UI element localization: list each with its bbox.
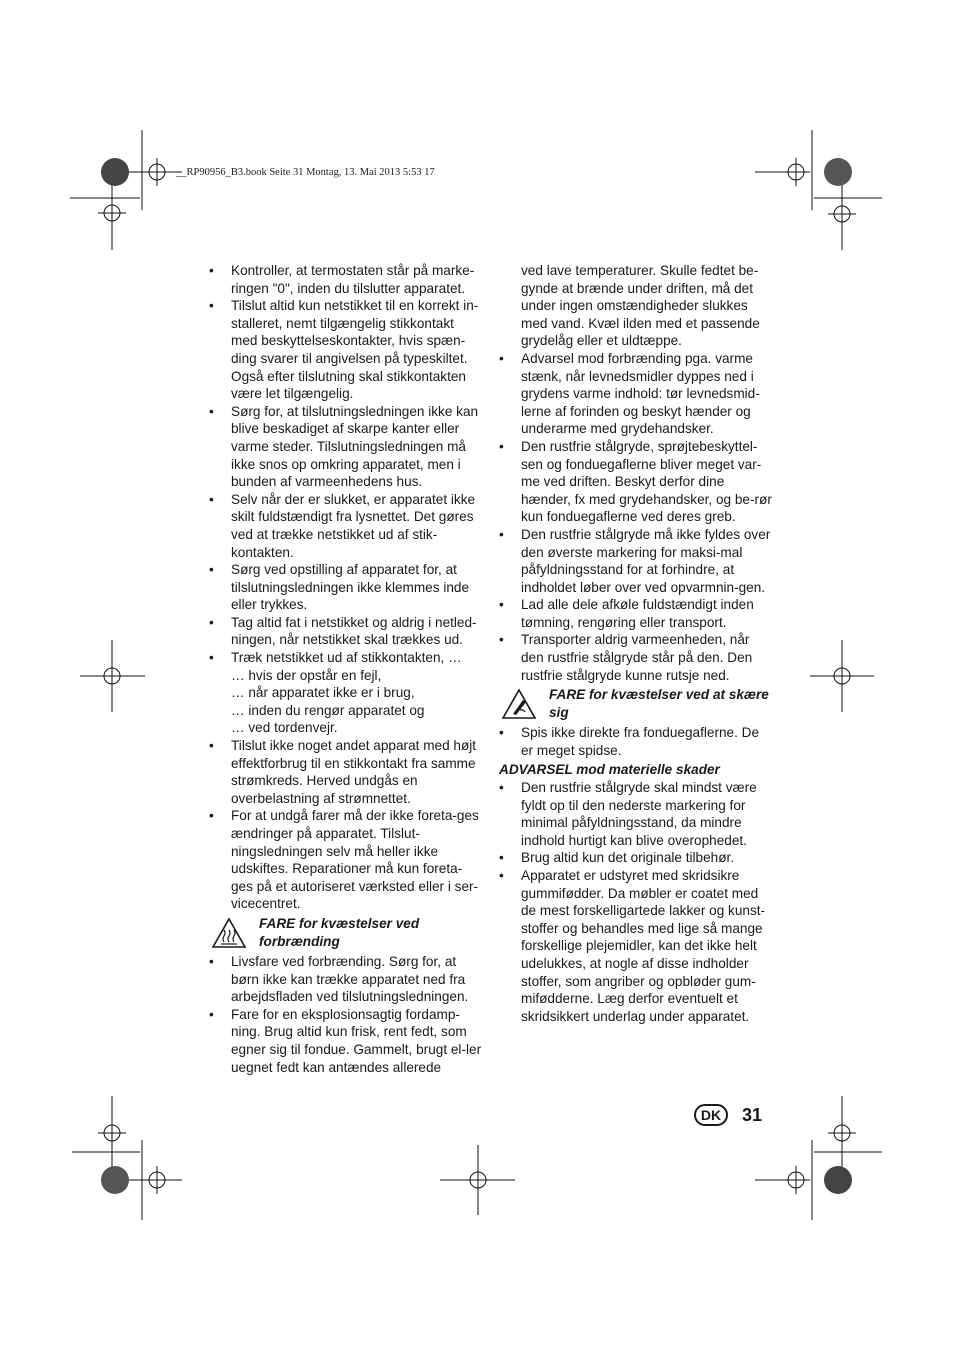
list-item: • Sørg for, at tilslutningsledningen ikke kan blive beskadiget af skarpe kanter eller varme steder. Tilslutningsledningen må ikke snos op omkring apparatet, men i bunden af varmeenhedens hus. (209, 403, 479, 490)
list-item-unplug: • Træk netstikket ud af stikkontakten, … … hvis der opstår en fejl, … når apparatet ikke er i brug, … inden du rengør apparatet og … ved tordenvejr. (209, 650, 462, 736)
list-item: • Sørg ved opstilling af apparatet for, at tilslutningsledningen ikke klemmes inde eller trykkes. (209, 562, 470, 613)
registration-target-icon (824, 158, 852, 186)
list-item: • Tilslut ikke noget andet apparat med højt effektforbrug til en stikkontakt fra samme strømkreds. Herved undgås en overbelastning af strømnettet. (209, 738, 477, 806)
warning-title: FARE for kvæstelser ved at skære sig (549, 687, 769, 720)
registration-target-icon (101, 1166, 129, 1194)
registration-target-icon (101, 158, 129, 186)
list-item: • Selv når der er slukket, er apparatet ikke skilt fuldstændigt fra lysnettet. Det gøres ved at trække netstikket ud af stik-kontakten. (209, 491, 476, 560)
list-item: • Advarsel mod forbrænding pga. varme stænk, når levnedsmidler dyppes ned i grydens varme indhold: tør levnedsmid-lerne af forinden og beskyt hænder og underarme med grydehandsker. (499, 350, 760, 437)
list-item: • Spis ikke direkte fra fonduegaflerne. De er meget spidse. (499, 725, 760, 758)
list-item: • Fare for en eksplosionsagtig fordamp-ning. Brug altid kun frisk, rent fedt, som egner sig til fondue. Gammelt, brugt el-ler uegnet fedt kan antændes allerede (209, 1006, 482, 1075)
list-item: • Transporter aldrig varmeenheden, når den rustfrie stålgryde står på den. Den rustfrie stålgryde kunne rutsje ned. (499, 632, 753, 683)
list-item: • Apparatet er udstyret med skridsikre gummifødder. Da møbler er coatet med de mest forskelligartede lakker og kunst-stoffer og behandles med lige så mange forskellige plejemidler, kan det ikke helt udelukkes, at nogle af disse indholder stoffer, som angriber og opbløder gum-mifødderne. Læg derfor eventuelt et skridsikkert underlag under apparatet. (499, 868, 766, 1024)
registration-target-icon (824, 1166, 852, 1194)
list-item: • Brug altid kun det originale tilbehør. (499, 850, 735, 866)
page-number: 31 (742, 1104, 763, 1125)
warning-title: FARE for kvæstelser ved forbrænding (259, 915, 420, 949)
cut-hazard-icon (501, 688, 537, 720)
list-item: • Tag altid fat i netstikket og aldrig i netled-ningen, når netstikket skal trækkes ud. (209, 614, 477, 648)
section-heading: ADVARSEL mod materielle skader (499, 762, 720, 778)
language-badge: DK (694, 1104, 728, 1126)
list-item: • For at undgå farer må der ikke foreta-ges ændringer på apparatet. Tilslut-ningsledningen selv må heller ikke udskiftes. Reparationer må kun foreta-ges på et autoriseret værksted eller i ser-vicecentret. (209, 808, 479, 912)
right-column (499, 262, 774, 1025)
list-item: • Den rustfrie stålgryde må ikke fyldes over den øverste markering for maksi-mal påfyldningsstand for at forhindre, at indholdet løber over ved opvarmnin-gen. (499, 526, 771, 595)
list-item: • Lad alle dele afkøle fuldstændigt inden tømning, rengøring eller transport. (499, 597, 754, 630)
list-item: • Livsfare ved forbrænding. Sørg for, at børn ikke kan trække apparatet ned fra arbejdsfladen ved tilslutningsledningen. (209, 953, 469, 1005)
list-item: • Kontroller, at termostaten står på marke-ringen "0", inden du tilslutter apparatet. (209, 263, 475, 296)
left-column (209, 262, 484, 1076)
page-footer (694, 1104, 762, 1126)
list-item: • Den rustfrie stålgryde skal mindst være fyldt op til den nederste markering for minimal påfyldningsstand, da mindre indhold hurtigt kan blive overophedet. (499, 780, 757, 848)
hot-surface-icon (211, 917, 247, 949)
warning-burn (209, 915, 484, 953)
print-file-header: __RP90956_B3.book Seite 31 Montag, 13. Mai 2013 5:53 17 (176, 167, 435, 178)
list-item: • Den rustfrie stålgryde, sprøjtebeskyttel-sen og fonduegaflerne bliver meget var-me ved driften. Beskyt derfor dine hænder, fx med grydehandsker, og be-rør kun fonduegaflerne ved deres greb. (499, 438, 772, 525)
continued-paragraph: ved lave temperaturer. Skulle fedtet be-gynde at brænde under driften, må det under ingen omstændigheder slukkes med vand. Kvæl ilden med et passende grydelåg eller et uldtæppe. (521, 263, 760, 349)
warning-cut (499, 686, 774, 724)
list-item: • Tilslut altid kun netstikket til en korrekt in-stalleret, nemt tilgængelig stikkontakt med beskyttelseskontakter, hvis spæn-ding svarer til angivelsen på typeskiltet. Også efter tilslutning skal stikkontakten være let tilgængelig. (209, 298, 479, 402)
